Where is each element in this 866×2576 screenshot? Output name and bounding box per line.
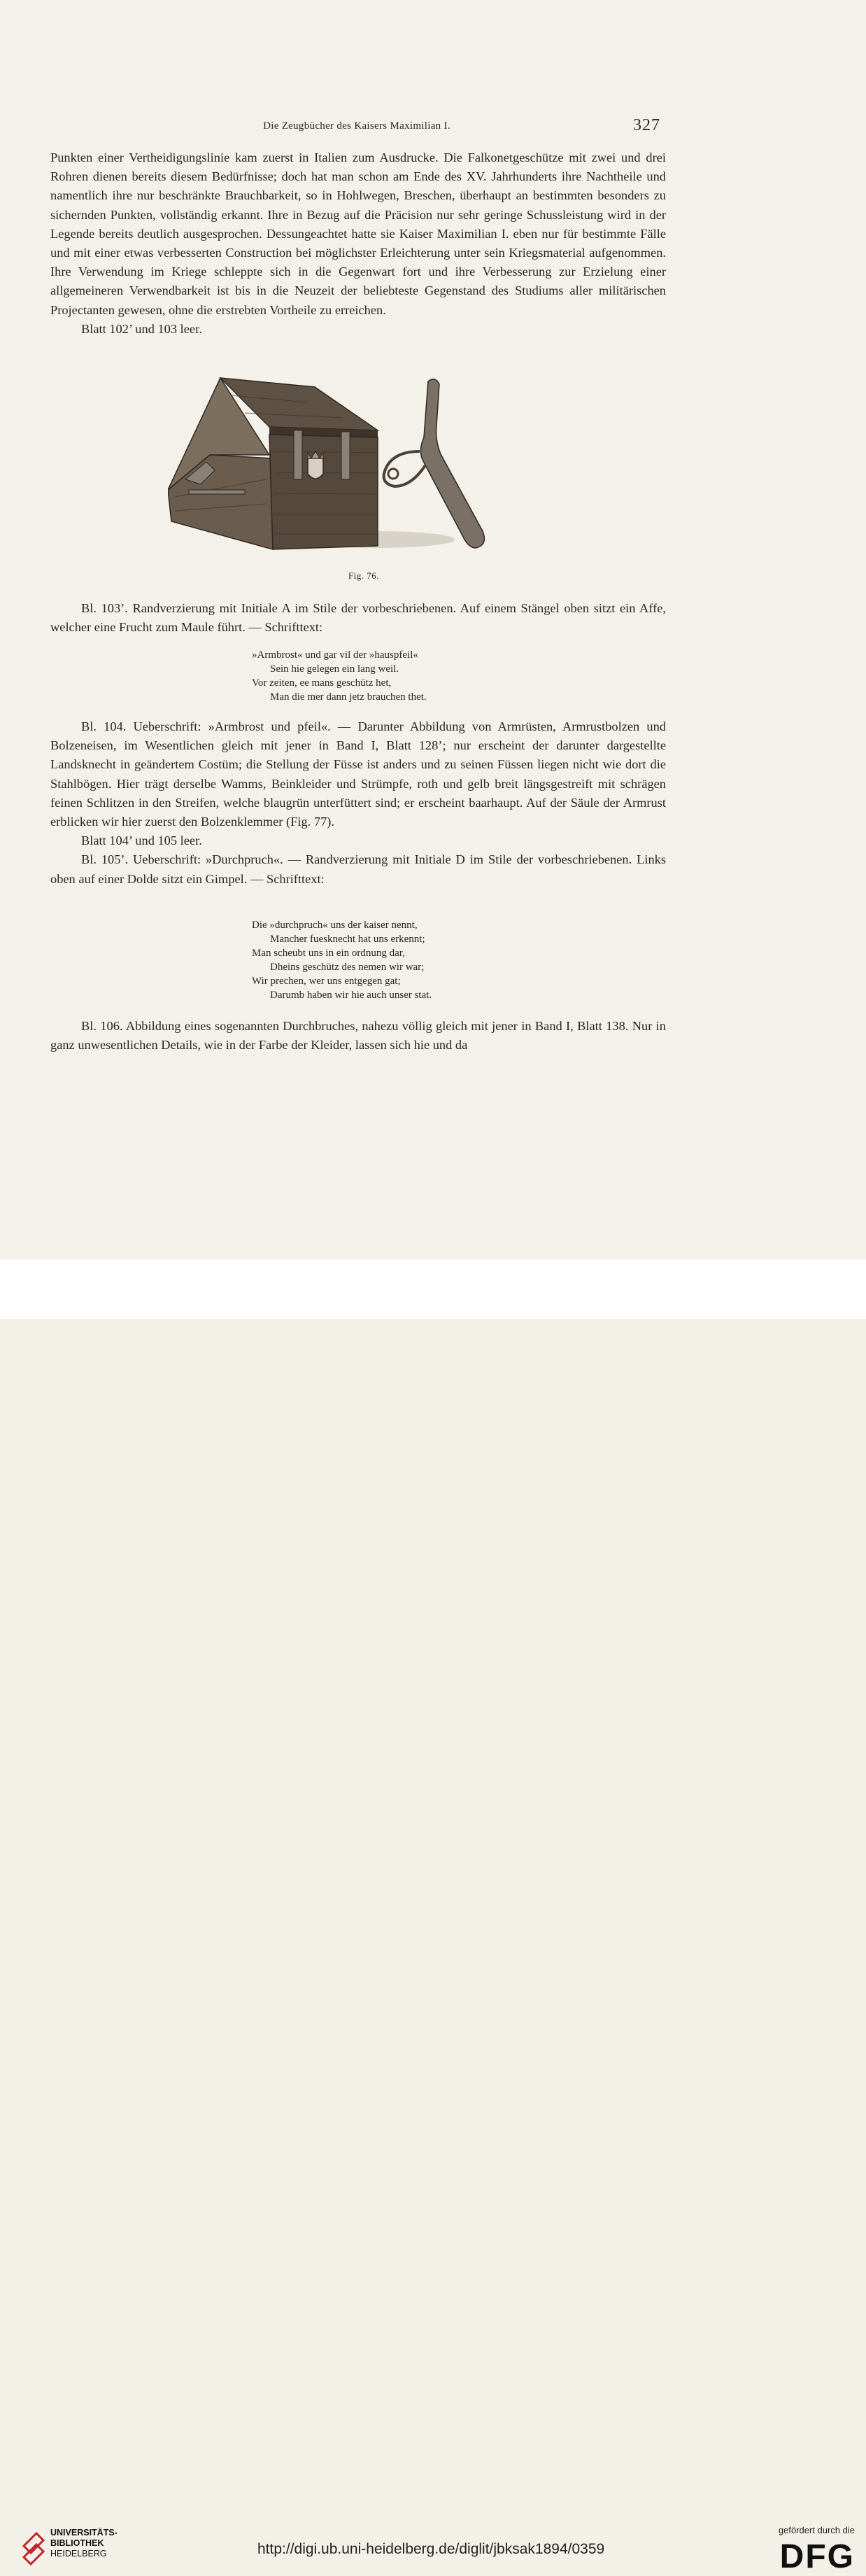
verse-line: Vor zeiten, ee mans geschütz het, [252, 677, 392, 689]
text-block-2 [50, 599, 666, 637]
permalink-url[interactable]: http://digi.ub.uni-heidelberg.de/diglit/jbksak1894/0359 [257, 2541, 605, 2557]
chest-with-handle-drawing [168, 374, 560, 574]
verse-line: Die »durchpruch« uns der kaiser nennt, [252, 920, 418, 931]
library-line: HEIDELBERG [50, 2549, 107, 2559]
verse-line: »Armbrost« und gar vil der »hauspfeil« [252, 649, 418, 661]
dfg-logo: DFG [779, 2538, 855, 2575]
paragraph: Bl. 103’. Randverzierung mit Initiale A im Stile der vorbeschriebenen. Auf einem Stängel oben sitzt ein Affe, welcher eine Frucht zum Maule führt. — Schrifttext: [50, 601, 666, 635]
paragraph: Bl. 104. Ueberschrift: »Armbrost und pfeil«. — Darunter Abbildung von Armrüsten, Armrustbolzen und Bolzeneisen, im Wesentlichen gleich mit jener in Band I, Blatt 128’; nur erscheint der darunter dargestellte Landsknecht in geändertem Costüm; die Stellung der Füsse ist anders und zu seinen Füssen liegen nicht wie dort die Stahlbögen. Hier trägt derselbe Wamms, Beinkleider und Strümpfe, roth und gelb breit längsgestreift mit schrägen feinen Schlitzen in den Streifen, welche blaugrün unterfüttert sind; er erscheint baarhaupt. Auf der Säule der Armrust erblicken wir hier zuerst den Bolzenklemmer (Fig. 77). [50, 719, 666, 829]
figure-chest-illustration [168, 374, 560, 574]
verse-line: Man scheubt uns in ein ordnung dar, [252, 948, 405, 959]
verse-line: Wir prechen, wer uns entgegen gat; [252, 976, 401, 987]
text-block-3 [50, 717, 666, 889]
running-title: Die Zeugbücher des Kaisers Maximilian I. [263, 120, 450, 132]
figure-caption: Fig. 76. [348, 570, 380, 581]
library-line: UNIVERSITÄTS- [50, 2528, 118, 2538]
library-logo-icon [21, 2525, 46, 2570]
scanned-page [0, 0, 866, 1260]
verse-armbrost [252, 648, 532, 704]
paragraph: Bl. 105’. Ueberschrift: »Durchpruch«. — Randverzierung mit Initiale D im Stile der vorbeschriebenen. Links oben auf einer Dolde sitzt ein Gimpel. — Schrifttext: [50, 852, 666, 886]
verse-line: Darumb haben wir hie auch unser stat. [270, 990, 432, 1001]
verse-line: Mancher fuesknecht hat uns erkennt; [270, 934, 425, 945]
paragraph: Blatt 104’ und 105 leer. [81, 833, 202, 848]
page-number: 327 [633, 116, 660, 134]
verse-line: Dheins geschütz des nemen wir war; [270, 962, 425, 973]
text-block-4 [50, 1017, 666, 1055]
text-block-1 [50, 148, 666, 339]
funding-note: gefördert durch die [778, 2525, 855, 2535]
verse-line: Sein hie gelegen ein lang weil. [270, 663, 399, 675]
paragraph: Blatt 102’ und 103 leer. [81, 321, 202, 336]
library-line: BIBLIOTHEK [50, 2538, 104, 2548]
verse-durchpruch [252, 918, 532, 1002]
paragraph: Bl. 106. Abbildung eines sogenannten Durchbruches, nahezu völlig gleich mit jener in Band I, Blatt 138. Nur in ganz unwesentlichen Details, wie in der Farbe der Kleider, lassen sich hie und da [50, 1019, 666, 1053]
library-name [50, 2528, 118, 2559]
verse-line: Man die mer dann jetz brauchen thet. [270, 691, 427, 703]
digitization-footer [0, 1260, 866, 2575]
paragraph: Punkten einer Vertheidigungslinie kam zuerst in Italien zum Ausdrucke. Die Falkonetgeschütze mit zwei und drei Rohren dienen bereits diesem Bedürfnisse; doch hat man schon am Ende des XV. Jahrhunderts ihre Nachtheile und namentlich ihre nur beschränkte Brauchbarkeit, so in Hohlwegen, Breschen, überhaupt an bestimmten besonders zu sichernden Punkten, vollständig erkannt. Ihre in Bezug auf die Präcision nur sehr geringe Schussleistung wird in der Legende bereits deutlich ausgesprochen. Dessungeachtet hatte sie Kaiser Maximilian I. eben nur für bestimmte Fälle und mit einer etwas verbesserten Construction bei möglichster Erleichterung unter sein Kriegsmaterial aufgenommen. Ihre Verwendung im Kriege schleppte sich in die Gegenwart fort und ihre Verbesserung zur Erzielung einer allgemeineren Verwendbarkeit ist bis in die Neuzeit der beliebteste Gegenstand des Studiums aller militärischen Projectanten gewesen, ohne die erstrebten Vortheile zu erreichen. [50, 150, 666, 317]
